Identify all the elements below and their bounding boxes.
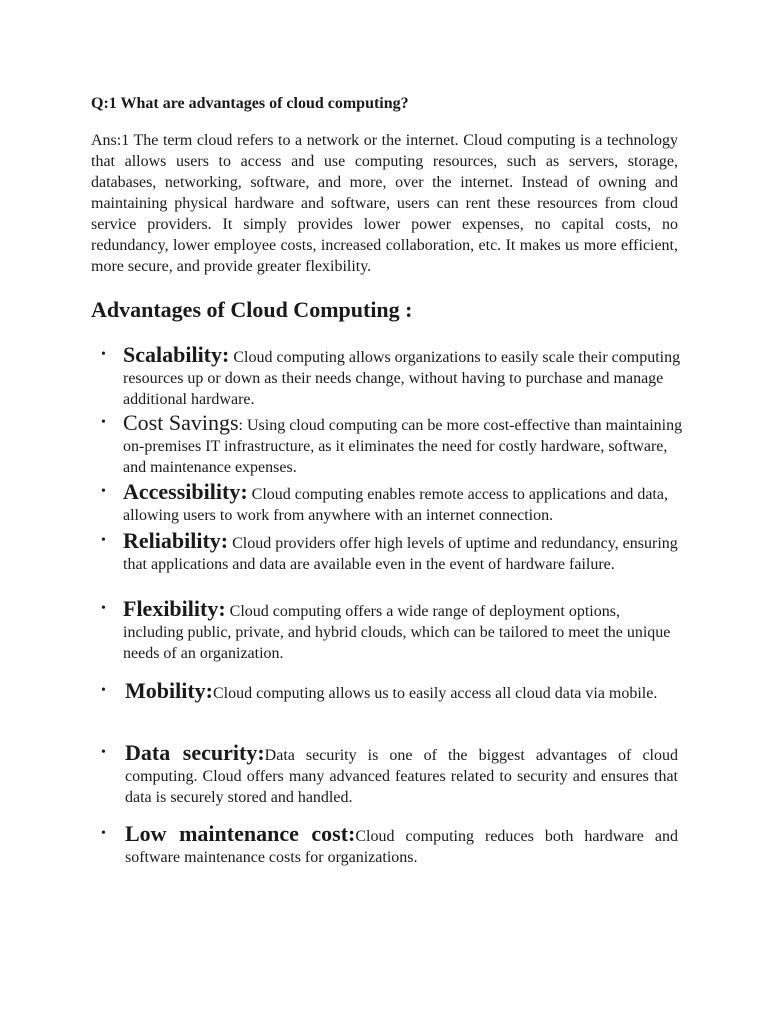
answer-paragraph: Ans:1 The term cloud refers to a network or the internet. Cloud computing is a technology that allows users to access and use computing resources, such as servers, storage, databases, networking, software, and more, over the internet. Instead of owning and maintaining physical hardware and software, users can rent these resources from cloud service providers. It simply provides lower power expenses, no capital costs, no redundancy, lower employee costs, increased collaboration, etc. It makes us more efficient, more secure, and provide greater flexibility. — [91, 132, 678, 275]
section-heading: Advantages of Cloud Computing : — [91, 297, 413, 322]
list-item-data-security — [101, 740, 679, 808]
bullet-icon: • — [101, 683, 106, 698]
item-title: Data security: — [125, 740, 265, 765]
item-text: Cloud computing offers a wide range of deployment options, including public, private, and hybrid clouds, which can be tailored to meet the unique needs of an organization. — [123, 603, 671, 662]
item-title: Cost Savings — [123, 410, 239, 435]
list-item-flexibility — [101, 596, 683, 664]
list-item-reliability — [101, 528, 683, 575]
item-text: Cloud computing allows organizations to easily scale their computing resources up or down as their needs change, without having to purchase and manage additional hardware. — [123, 349, 681, 408]
item-text: Cloud computing enables remote access to applications and data, allowing users to work from anywhere with an internet connection. — [123, 486, 668, 524]
list-item-low-maintenance-cost — [101, 821, 678, 868]
item-text: Cloud providers offer high levels of uptime and redundancy, ensuring that applications and data are available even in the event of hardware failure. — [123, 535, 678, 573]
bullet-icon: • — [101, 826, 106, 841]
bullet-icon: • — [101, 533, 106, 548]
list-item-accessibility — [101, 479, 683, 526]
item-title: Mobility: — [125, 678, 213, 703]
list-item-scalability — [101, 342, 683, 410]
bullet-icon: • — [101, 484, 106, 499]
item-title: Low maintenance cost: — [125, 821, 356, 846]
bullet-icon: • — [101, 415, 106, 430]
bullet-icon: • — [101, 745, 106, 760]
bullet-icon: • — [101, 601, 106, 616]
list-item-mobility — [101, 678, 678, 704]
question-heading: Q:1 What are advantages of cloud computing? — [91, 95, 409, 112]
bullet-icon: • — [101, 347, 106, 362]
list-item-cost-savings — [101, 410, 683, 478]
item-text: Cloud computing reduces both hardware and software maintenance costs for organizations. — [125, 828, 678, 866]
item-title: Scalability: — [123, 342, 230, 367]
item-title: Flexibility: — [123, 596, 226, 621]
item-title: Reliability: — [123, 528, 229, 553]
item-text: Cloud computing allows us to easily access all cloud data via mobile. — [213, 685, 658, 702]
item-title: Accessibility: — [123, 479, 248, 504]
item-text: : Using cloud computing can be more cost-effective than maintaining on-premises IT infrastructure, as it eliminates the need for costly hardware, software, and maintenance expenses. — [123, 417, 683, 476]
item-text: Data security is one of the biggest advantages of cloud computing. Cloud offers many advanced features related to security and ensures that data is securely stored and handled. — [125, 747, 679, 806]
